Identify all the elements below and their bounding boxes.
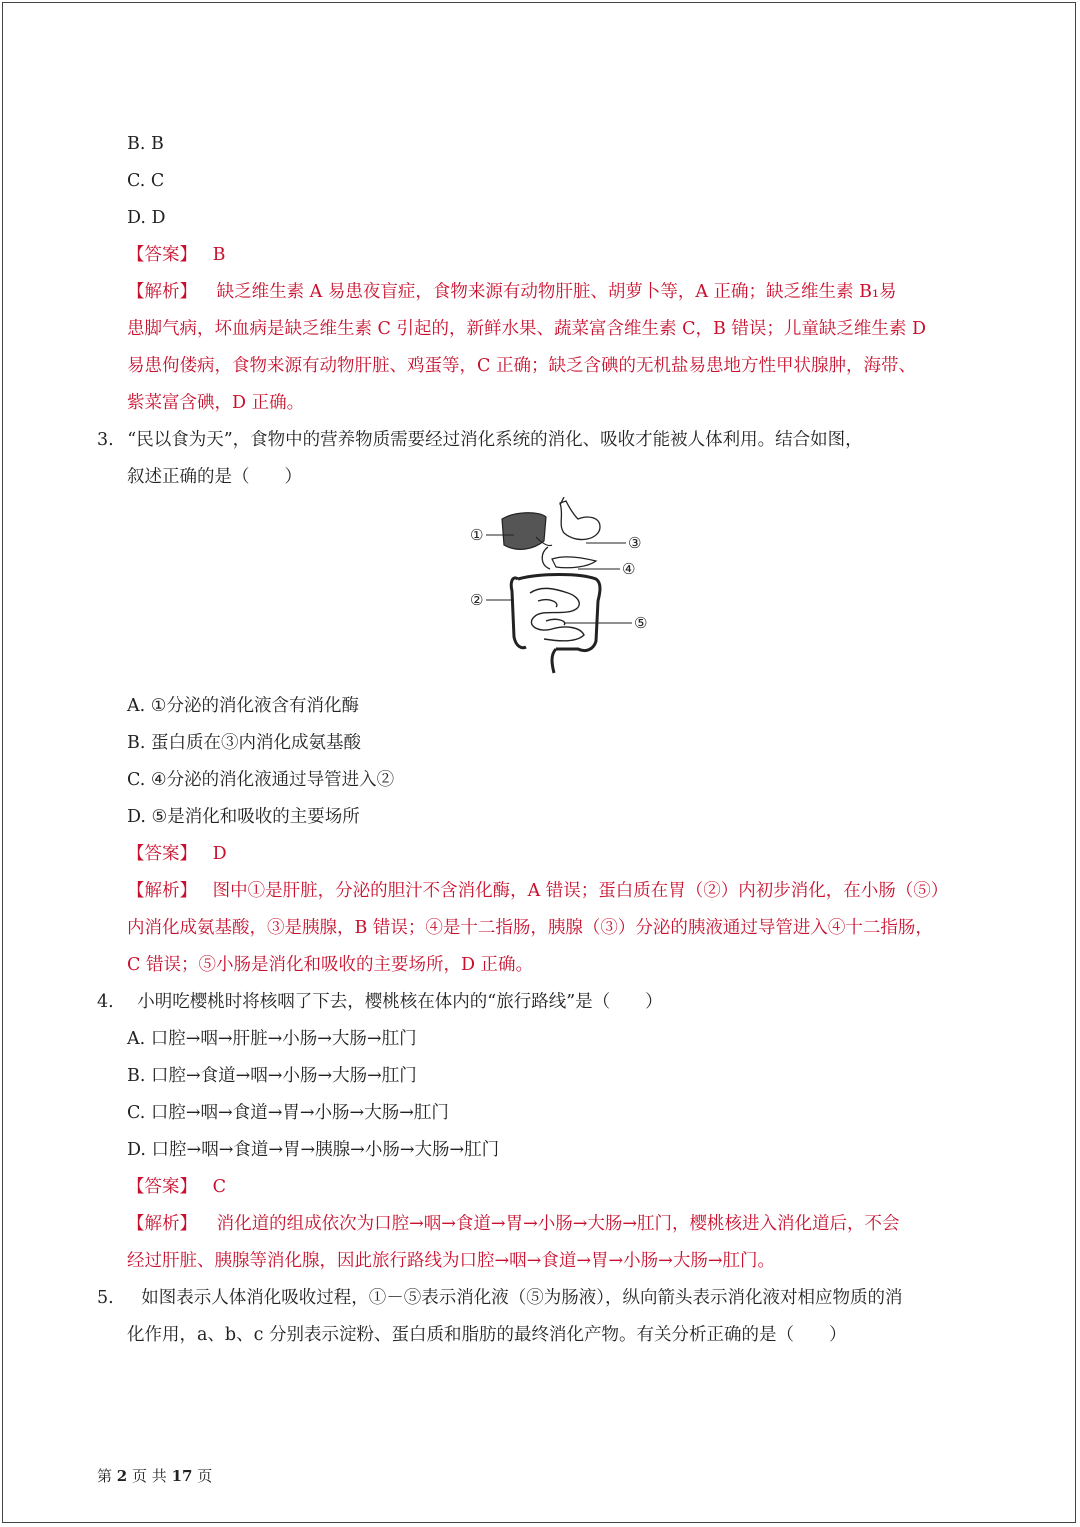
footer-suffix: 页 xyxy=(197,1467,213,1485)
footer-page-number: 2 xyxy=(116,1467,128,1485)
q3-option-b: B. 蛋白质在③内消化成氨基酸 xyxy=(127,733,361,753)
q4-analysis-tag: 【解析】 xyxy=(127,1214,197,1234)
digestive-system-figure xyxy=(460,497,660,675)
option-d: D. D xyxy=(127,208,166,228)
q3-analysis-line-3: C 错误；⑤小肠是消化和吸收的主要场所，D 正确。 xyxy=(127,955,534,975)
q3-analysis-line-1 xyxy=(127,879,948,903)
rectum-shape xyxy=(552,649,556,673)
answer-line xyxy=(127,243,225,267)
answer-value: B xyxy=(212,245,226,265)
q4-option-a: A. 口腔→咽→肝脏→小肠→大肠→肛门 xyxy=(127,1029,417,1049)
q3-option-a: A. ①分泌的消化液含有消化酶 xyxy=(127,696,359,716)
figure-label-3: ③ xyxy=(628,534,642,552)
q3-stem-line-1 xyxy=(97,428,863,452)
option-b: B. B xyxy=(127,134,164,154)
footer-total-pages: 17 xyxy=(171,1467,193,1485)
page-footer xyxy=(97,1466,212,1486)
q3-number: 3. xyxy=(97,430,114,450)
q4-analysis-line-2: 经过肝脏、胰腺等消化腺，因此旅行路线为口腔→咽→食道→胃→小肠→大肠→肛门。 xyxy=(127,1251,775,1271)
q3-answer-value: D xyxy=(212,844,227,864)
small-intestine-shape xyxy=(530,588,584,640)
q3-answer-tag: 【答案】 xyxy=(127,844,197,864)
q4-stem-text: 小明吃樱桃时将核咽了下去，樱桃核在体内的“旅行路线”是（ ） xyxy=(137,992,663,1012)
q4-option-d: D. 口腔→咽→食道→胃→胰腺→小肠→大肠→肛门 xyxy=(127,1140,500,1160)
q4-answer-tag: 【答案】 xyxy=(127,1177,197,1197)
q4-analysis-line-1 xyxy=(127,1212,900,1236)
pancreas-shape xyxy=(552,557,596,568)
q5-number: 5. xyxy=(97,1288,114,1308)
analysis-tag: 【解析】 xyxy=(127,282,197,302)
figure-label-4: ④ xyxy=(622,560,636,578)
footer-middle: 页 共 xyxy=(132,1467,167,1485)
q4-stem xyxy=(97,990,663,1014)
q5-stem-text: 如图表示人体消化吸收过程，①－⑤表示消化液（⑤为肠液），纵向箭头表示消化液对相应物质的消 xyxy=(141,1288,903,1308)
answer-tag: 【答案】 xyxy=(127,245,197,265)
q4-option-b: B. 口腔→食道→咽→小肠→大肠→肛门 xyxy=(127,1066,417,1086)
q4-analysis-text: 消化道的组成依次为口腔→咽→食道→胃→小肠→大肠→肛门，樱桃核进入消化道后，不会 xyxy=(216,1214,900,1234)
q3-analysis-text: 图中①是肝脏，分泌的胆汁不含消化酶，A 错误；蛋白质在胃（②）内初步消化，在小肠（⑤） xyxy=(212,881,949,901)
footer-prefix: 第 xyxy=(97,1467,113,1485)
q4-option-c: C. 口腔→咽→食道→胃→小肠→大肠→肛门 xyxy=(127,1103,449,1123)
analysis-text: 缺乏维生素 A 易患夜盲症，食物来源有动物肝脏、胡萝卜等，A 正确；缺乏维生素 B₁易 xyxy=(216,282,897,302)
q3-stem-line-2: 叙述正确的是（ ） xyxy=(127,467,302,487)
stomach-shape xyxy=(560,501,600,540)
figure-label-5: ⑤ xyxy=(634,614,648,632)
q3-option-d: D. ⑤是消化和吸收的主要场所 xyxy=(127,807,360,827)
q5-stem-line-1 xyxy=(97,1286,903,1310)
q4-answer-value: C xyxy=(212,1177,226,1197)
analysis-line-1 xyxy=(127,280,896,304)
analysis-line-3: 易患佝偻病，食物来源有动物肝脏、鸡蛋等，C 正确；缺乏含碘的无机盐易患地方性甲状腺肿，海带、 xyxy=(127,356,916,376)
option-c: C. C xyxy=(127,171,165,191)
analysis-line-4: 紫菜富含碘，D 正确。 xyxy=(127,393,305,413)
duodenum-shape xyxy=(542,547,550,569)
q3-analysis-line-2: 内消化成氨基酸，③是胰腺，B 错误；④是十二指肠，胰腺（③）分泌的胰液通过导管进入④十二指肠， xyxy=(127,918,933,938)
analysis-line-2: 患脚气病，坏血病是缺乏维生素 C 引起的，新鲜水果、蔬菜富含维生素 C，B 错误；儿童缺乏维生素 D xyxy=(127,319,926,339)
q3-answer-line xyxy=(127,842,227,866)
q3-analysis-tag: 【解析】 xyxy=(127,881,197,901)
q4-number: 4. xyxy=(97,992,114,1012)
q4-answer-line xyxy=(127,1175,226,1199)
liver-shape xyxy=(502,513,546,550)
figure-label-2: ② xyxy=(470,591,484,609)
figure-label-1: ① xyxy=(470,526,484,544)
q3-stem-text: “民以食为天”，食物中的营养物质需要经过消化系统的消化、吸收才能被人体利用。结合如图， xyxy=(127,430,863,450)
q5-stem-line-2: 化作用，a、b、c 分别表示淀粉、蛋白质和脂肪的最终消化产物。有关分析正确的是（ ） xyxy=(127,1325,847,1345)
q3-option-c: C. ④分泌的消化液通过导管进入② xyxy=(127,770,395,790)
